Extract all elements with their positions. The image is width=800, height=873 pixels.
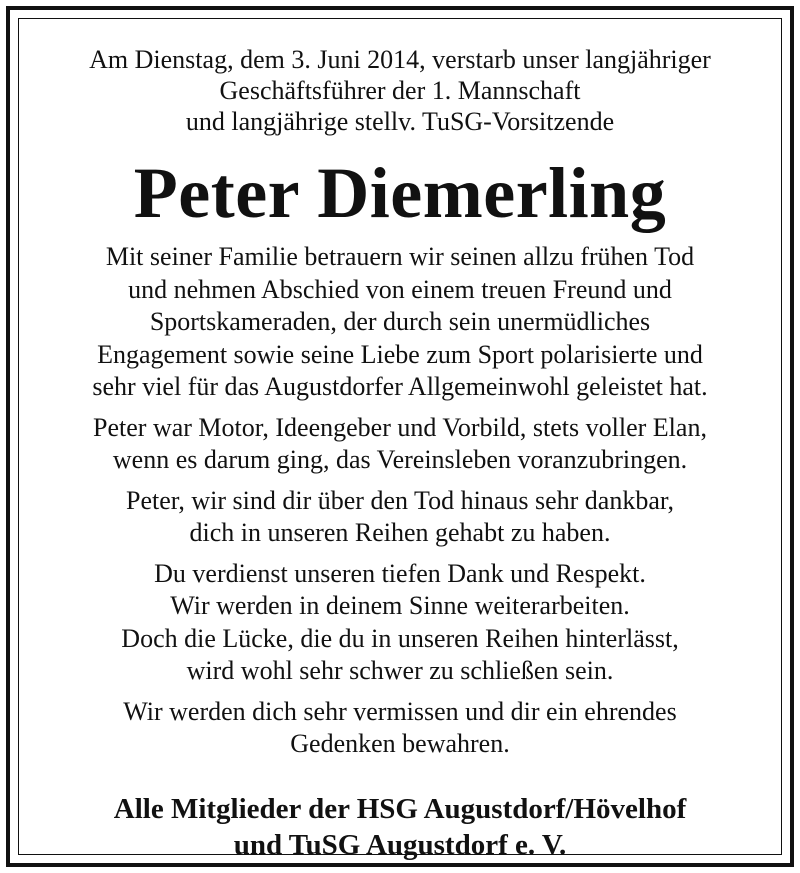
paragraph-line: Peter war Motor, Ideengeber und Vorbild, stets voller Elan,	[93, 412, 707, 442]
obituary-notice	[6, 6, 794, 867]
intro-text	[10, 44, 790, 137]
intro-line: Am Dienstag, dem 3. Juni 2014, verstarb unser langjähriger	[89, 45, 711, 74]
intro-line: und langjährige stellv. TuSG-Vorsitzende	[185, 107, 615, 136]
paragraph-line: Mit seiner Familie betrauern wir seinen allzu frühen Tod	[105, 242, 695, 271]
deceased-name: Peter Diemerling	[133, 153, 667, 233]
paragraph-tribute	[10, 412, 790, 477]
paragraph-line: Gedenken bewahren.	[290, 729, 510, 758]
signature	[10, 791, 790, 863]
paragraph-line: Wir werden dich sehr vermissen und dir ein ehrendes	[123, 696, 677, 726]
signature-line: und TuSG Augustdorf e. V.	[233, 828, 567, 861]
notice-content	[10, 44, 790, 863]
signature-line: Alle Mitglieder der HSG Augustdorf/Hövelhof	[113, 792, 687, 825]
paragraph-farewell	[10, 696, 790, 761]
paragraph-line: Sportskameraden, der durch sein unermüdliches	[149, 307, 651, 336]
paragraph-mourning	[10, 241, 790, 404]
paragraph-line: wenn es darum ging, das Vereinsleben voranzubringen.	[112, 445, 688, 474]
paragraph-line: dich in unseren Reihen gehabt zu haben.	[189, 518, 611, 547]
paragraph-respect	[10, 558, 790, 688]
paragraph-line: Wir werden in deinem Sinne weiterarbeiten.	[170, 591, 630, 620]
paragraph-line: Engagement sowie seine Liebe zum Sport polarisierte und	[97, 339, 703, 369]
paragraph-thanks	[10, 485, 790, 550]
paragraph-line: sehr viel für das Augustdorfer Allgemeinwohl geleistet hat.	[92, 372, 708, 401]
paragraph-line: und nehmen Abschied von einem treuen Freund und	[128, 274, 672, 304]
paragraph-line: Du verdienst unseren tiefen Dank und Respekt.	[154, 558, 646, 588]
paragraph-line: Peter, wir sind dir über den Tod hinaus sehr dankbar,	[126, 485, 674, 515]
paragraph-line: wird wohl sehr schwer zu schließen sein.	[186, 656, 614, 685]
intro-line: Geschäftsführer der 1. Mannschaft	[219, 76, 581, 105]
paragraph-line: Doch die Lücke, die du in unseren Reihen hinterlässt,	[121, 623, 679, 653]
